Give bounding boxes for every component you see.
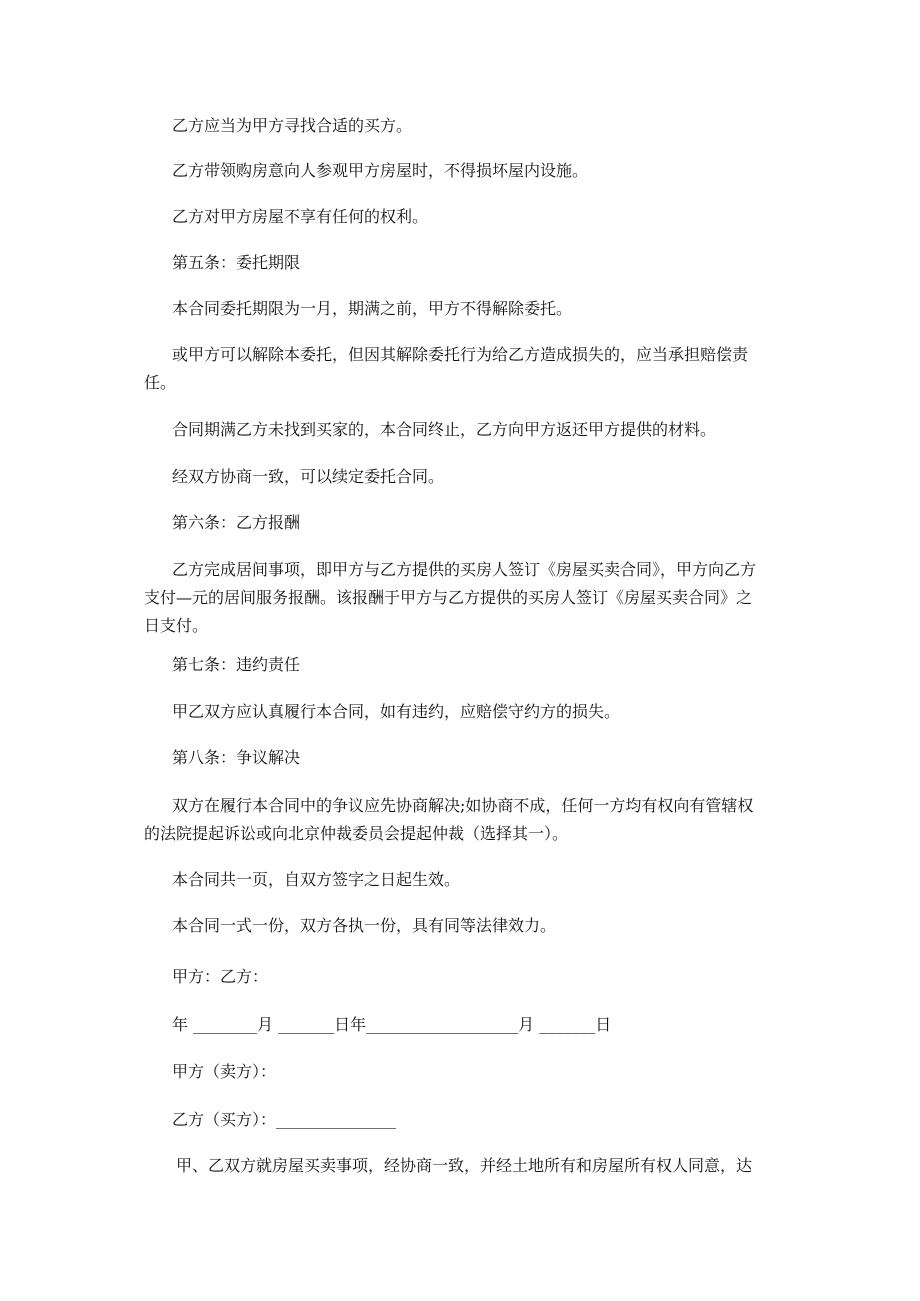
- seller-label: 甲方（卖方）：: [172, 1062, 277, 1081]
- paragraph-effective: 本合同共一页，自双方签字之日起生效。: [172, 870, 461, 889]
- signature-parties: 甲方：乙方：: [172, 967, 269, 986]
- paragraph-no-rights: 乙方对甲方房屋不享有任何的权利。: [172, 207, 429, 226]
- paragraph-renewal: 经双方协商一致，可以续定委托合同。: [172, 467, 445, 486]
- paragraph-find-buyer: 乙方应当为甲方寻找合适的买方。: [172, 116, 413, 135]
- heading-article-6: 第六条：乙方报酬: [172, 513, 301, 532]
- paragraph-agreement: 甲、乙双方就房屋买卖事项，经协商一致，并经土地所有和房屋所有权人同意，达: [176, 1156, 753, 1175]
- paragraph-term: 本合同委托期限为一月，期满之前，甲方不得解除委托。: [172, 299, 573, 318]
- heading-article-7: 第七条：违约责任: [172, 655, 301, 674]
- heading-article-5: 第五条：委托期限: [172, 253, 301, 272]
- paragraph-copies: 本合同一式一份，双方各执一份，具有同等法律效力。: [172, 916, 557, 935]
- signature-date-line: 年 ________月 _______日年___________________月 _______日: [172, 1015, 612, 1034]
- paragraph-breach: 甲乙双方应认真履行本合同，如有违约，应赔偿守约方的损失。: [172, 702, 621, 721]
- paragraph-viewing-rule: 乙方带领购房意向人参观甲方房屋时，不得损坏屋内设施。: [172, 161, 589, 180]
- paragraph-termination: 或甲方可以解除本委托，但因其解除委托行为给乙方造成损失的，应当承担赔偿责任。: [144, 345, 749, 392]
- paragraph-dispute: 双方在履行本合同中的争议应先协商解决;如协商不成，任何一方均有权向有管辖权的法院提起诉讼或向北京仲裁委员会提起仲裁（选择其一）。: [144, 796, 754, 843]
- buyer-label: 乙方（买方）：_______________: [172, 1110, 397, 1129]
- heading-article-8: 第八条：争议解决: [172, 748, 301, 767]
- paragraph-expiry: 合同期满乙方未找到买家的，本合同终止，乙方向甲方返还甲方提供的材料。: [172, 420, 717, 439]
- paragraph-remuneration: 乙方完成居间事项，即甲方与乙方提供的买房人签订《房屋买卖合同》，甲方向乙方支付—元的居间服务报酬。该报酬于甲方与乙方提供的买房人签订《房屋买卖合同》之日支付。: [144, 560, 757, 635]
